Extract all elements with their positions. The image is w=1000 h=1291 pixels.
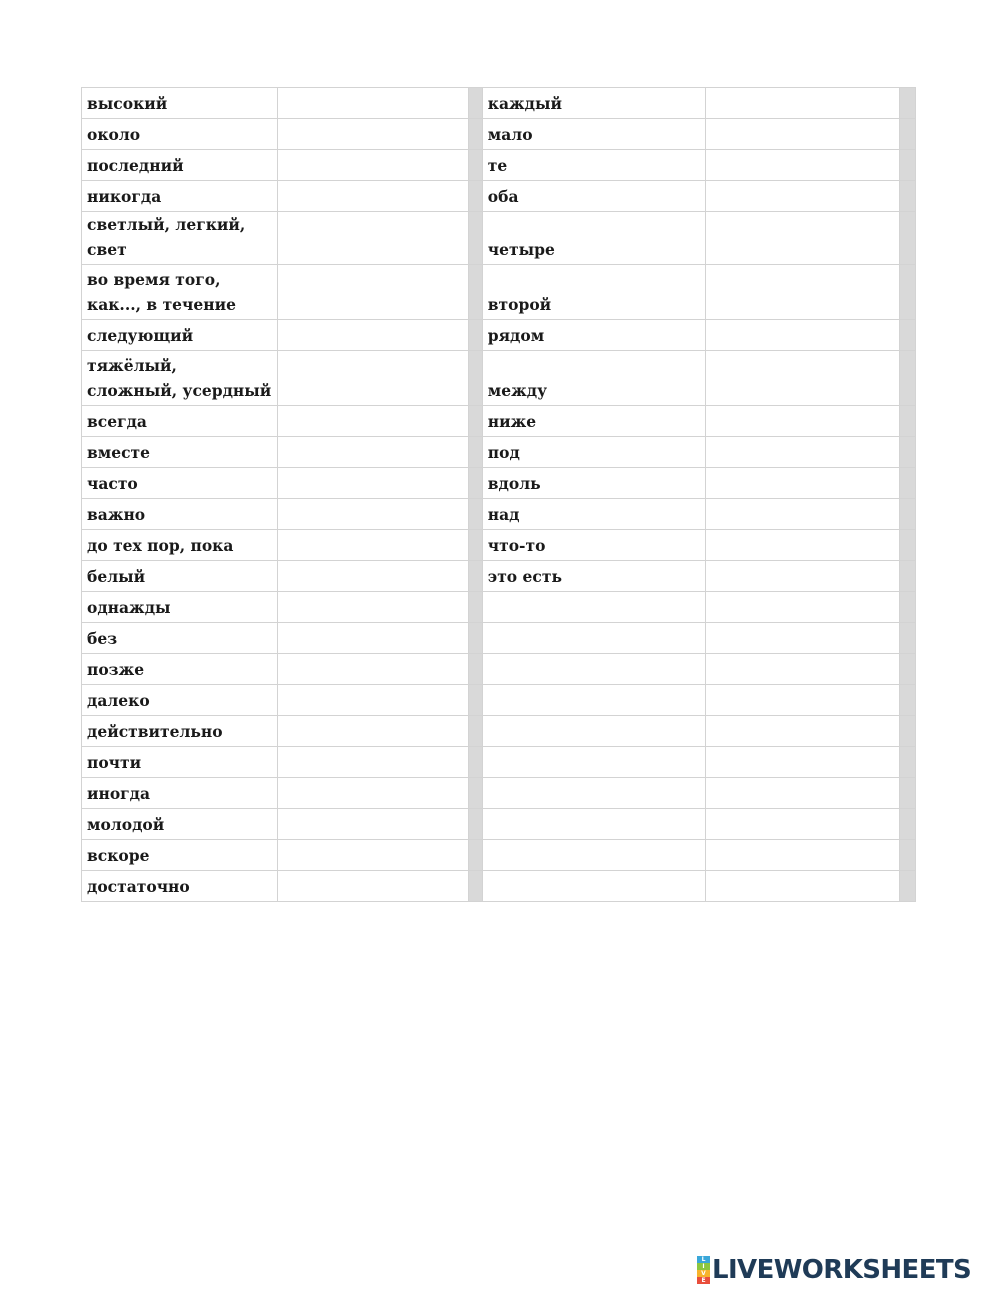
left-check-cell — [468, 265, 482, 320]
right-word-cell: те — [482, 150, 706, 181]
right-answer-field[interactable] — [706, 840, 899, 871]
right-word-cell: что-то — [482, 530, 706, 561]
right-word-cell: четыре — [482, 212, 706, 265]
table-row — [82, 747, 916, 778]
left-word-cell: важно — [82, 499, 278, 530]
right-word-cell: мало — [482, 119, 706, 150]
left-check-cell — [468, 778, 482, 809]
left-word-cell: действительно — [82, 716, 278, 747]
left-answer-field[interactable] — [277, 778, 468, 809]
right-check-cell — [899, 778, 915, 809]
left-check-cell — [468, 716, 482, 747]
table-row — [82, 499, 916, 530]
right-check-cell — [899, 119, 915, 150]
left-answer-field[interactable] — [277, 212, 468, 265]
right-answer-field[interactable] — [706, 530, 899, 561]
left-answer-field[interactable] — [277, 654, 468, 685]
left-check-cell — [468, 119, 482, 150]
left-word-cell: около — [82, 119, 278, 150]
right-answer-field[interactable] — [706, 437, 899, 468]
right-check-cell — [899, 351, 915, 406]
logo-text: LIVEWORKSHEETS — [712, 1255, 972, 1285]
left-answer-field[interactable] — [277, 685, 468, 716]
table-row — [82, 809, 916, 840]
logo-block: E — [697, 1277, 710, 1284]
left-word-cell: белый — [82, 561, 278, 592]
right-word-cell: вдоль — [482, 468, 706, 499]
right-check-cell — [899, 530, 915, 561]
left-word-cell: светлый, легкий, свет — [82, 212, 278, 265]
right-answer-field[interactable] — [706, 778, 899, 809]
right-check-cell — [899, 320, 915, 351]
left-word-cell: никогда — [82, 181, 278, 212]
right-check-cell — [899, 265, 915, 320]
right-check-cell — [899, 623, 915, 654]
left-word-cell: вместе — [82, 437, 278, 468]
left-word-cell: вскоре — [82, 840, 278, 871]
right-check-cell — [899, 499, 915, 530]
left-answer-field[interactable] — [277, 809, 468, 840]
right-check-cell — [899, 181, 915, 212]
right-answer-field[interactable] — [706, 212, 899, 265]
table-row — [82, 181, 916, 212]
left-answer-field[interactable] — [277, 320, 468, 351]
right-word-cell — [482, 685, 706, 716]
right-check-cell — [899, 716, 915, 747]
left-answer-field[interactable] — [277, 716, 468, 747]
table-row — [82, 561, 916, 592]
right-answer-field[interactable] — [706, 499, 899, 530]
right-word-cell — [482, 592, 706, 623]
left-check-cell — [468, 212, 482, 265]
right-check-cell — [899, 685, 915, 716]
right-check-cell — [899, 406, 915, 437]
right-word-cell: оба — [482, 181, 706, 212]
table-row — [82, 265, 916, 320]
left-check-cell — [468, 437, 482, 468]
left-check-cell — [468, 88, 482, 119]
left-word-cell: высокий — [82, 88, 278, 119]
table-row — [82, 212, 916, 265]
right-word-cell — [482, 716, 706, 747]
right-answer-field[interactable] — [706, 150, 899, 181]
logo-block: I — [697, 1263, 710, 1270]
right-answer-field[interactable] — [706, 320, 899, 351]
table-row — [82, 88, 916, 119]
left-check-cell — [468, 468, 482, 499]
left-check-cell — [468, 747, 482, 778]
left-word-cell: молодой — [82, 809, 278, 840]
left-check-cell — [468, 561, 482, 592]
left-word-cell: следующий — [82, 320, 278, 351]
left-word-cell: без — [82, 623, 278, 654]
right-check-cell — [899, 212, 915, 265]
right-answer-field[interactable] — [706, 623, 899, 654]
right-answer-field[interactable] — [706, 561, 899, 592]
left-answer-field[interactable] — [277, 119, 468, 150]
right-check-cell — [899, 150, 915, 181]
left-check-cell — [468, 530, 482, 561]
left-check-cell — [468, 685, 482, 716]
left-check-cell — [468, 351, 482, 406]
left-word-cell: далеко — [82, 685, 278, 716]
left-check-cell — [468, 320, 482, 351]
left-answer-field[interactable] — [277, 181, 468, 212]
right-check-cell — [899, 468, 915, 499]
left-answer-field[interactable] — [277, 150, 468, 181]
left-word-cell: во время того, как..., в течение — [82, 265, 278, 320]
left-answer-field[interactable] — [277, 592, 468, 623]
left-check-cell — [468, 499, 482, 530]
right-word-cell — [482, 747, 706, 778]
logo-block: V — [697, 1270, 710, 1277]
table-row — [82, 468, 916, 499]
right-word-cell: второй — [482, 265, 706, 320]
right-answer-field[interactable] — [706, 871, 899, 902]
left-answer-field[interactable] — [277, 561, 468, 592]
right-check-cell — [899, 871, 915, 902]
left-answer-field[interactable] — [277, 437, 468, 468]
table-row — [82, 351, 916, 406]
left-word-cell: позже — [82, 654, 278, 685]
table-row — [82, 778, 916, 809]
right-answer-field[interactable] — [706, 747, 899, 778]
right-check-cell — [899, 840, 915, 871]
right-answer-field[interactable] — [706, 685, 899, 716]
right-answer-field[interactable] — [706, 406, 899, 437]
right-word-cell: рядом — [482, 320, 706, 351]
right-word-cell: ниже — [482, 406, 706, 437]
left-check-cell — [468, 809, 482, 840]
right-answer-field[interactable] — [706, 88, 899, 119]
right-check-cell — [899, 747, 915, 778]
left-word-cell: часто — [82, 468, 278, 499]
left-answer-field[interactable] — [277, 623, 468, 654]
left-check-cell — [468, 654, 482, 685]
left-word-cell: почти — [82, 747, 278, 778]
left-answer-field[interactable] — [277, 468, 468, 499]
left-word-cell: однажды — [82, 592, 278, 623]
left-answer-field[interactable] — [277, 406, 468, 437]
left-check-cell — [468, 840, 482, 871]
right-word-cell — [482, 840, 706, 871]
right-answer-field[interactable] — [706, 351, 899, 406]
table-row — [82, 871, 916, 902]
right-check-cell — [899, 654, 915, 685]
left-check-cell — [468, 592, 482, 623]
table-row — [82, 530, 916, 561]
left-answer-field[interactable] — [277, 840, 468, 871]
right-answer-field[interactable] — [706, 654, 899, 685]
table-row — [82, 685, 916, 716]
vocabulary-table-body — [82, 88, 916, 902]
left-answer-field[interactable] — [277, 530, 468, 561]
table-row — [82, 406, 916, 437]
table-row — [82, 654, 916, 685]
right-word-cell: это есть — [482, 561, 706, 592]
table-row — [82, 320, 916, 351]
right-word-cell — [482, 871, 706, 902]
right-check-cell — [899, 592, 915, 623]
right-check-cell — [899, 561, 915, 592]
right-word-cell: каждый — [482, 88, 706, 119]
left-check-cell — [468, 871, 482, 902]
right-answer-field[interactable] — [706, 809, 899, 840]
left-check-cell — [468, 150, 482, 181]
right-word-cell — [482, 778, 706, 809]
left-answer-field[interactable] — [277, 265, 468, 320]
left-answer-field[interactable] — [277, 747, 468, 778]
right-check-cell — [899, 88, 915, 119]
right-check-cell — [899, 437, 915, 468]
table-row — [82, 840, 916, 871]
left-check-cell — [468, 623, 482, 654]
right-word-cell — [482, 809, 706, 840]
left-word-cell: до тех пор, пока — [82, 530, 278, 561]
table-row — [82, 119, 916, 150]
liveworksheets-logo — [697, 1256, 971, 1284]
left-word-cell: тяжёлый, сложный, усердный — [82, 351, 278, 406]
left-answer-field[interactable] — [277, 871, 468, 902]
vocabulary-table — [81, 87, 916, 902]
right-word-cell: между — [482, 351, 706, 406]
right-answer-field[interactable] — [706, 119, 899, 150]
left-check-cell — [468, 181, 482, 212]
right-check-cell — [899, 809, 915, 840]
logo-blocks-icon — [697, 1256, 710, 1284]
right-answer-field[interactable] — [706, 592, 899, 623]
left-word-cell: достаточно — [82, 871, 278, 902]
left-check-cell — [468, 406, 482, 437]
left-answer-field[interactable] — [277, 351, 468, 406]
right-word-cell: над — [482, 499, 706, 530]
table-row — [82, 437, 916, 468]
table-row — [82, 592, 916, 623]
right-word-cell — [482, 654, 706, 685]
right-answer-field[interactable] — [706, 468, 899, 499]
table-row — [82, 150, 916, 181]
table-row — [82, 716, 916, 747]
right-word-cell — [482, 623, 706, 654]
logo-block: L — [697, 1256, 710, 1263]
left-word-cell: иногда — [82, 778, 278, 809]
right-answer-field[interactable] — [706, 265, 899, 320]
right-answer-field[interactable] — [706, 181, 899, 212]
left-answer-field[interactable] — [277, 88, 468, 119]
left-word-cell: последний — [82, 150, 278, 181]
table-row — [82, 623, 916, 654]
right-answer-field[interactable] — [706, 716, 899, 747]
right-word-cell: под — [482, 437, 706, 468]
left-word-cell: всегда — [82, 406, 278, 437]
left-answer-field[interactable] — [277, 499, 468, 530]
